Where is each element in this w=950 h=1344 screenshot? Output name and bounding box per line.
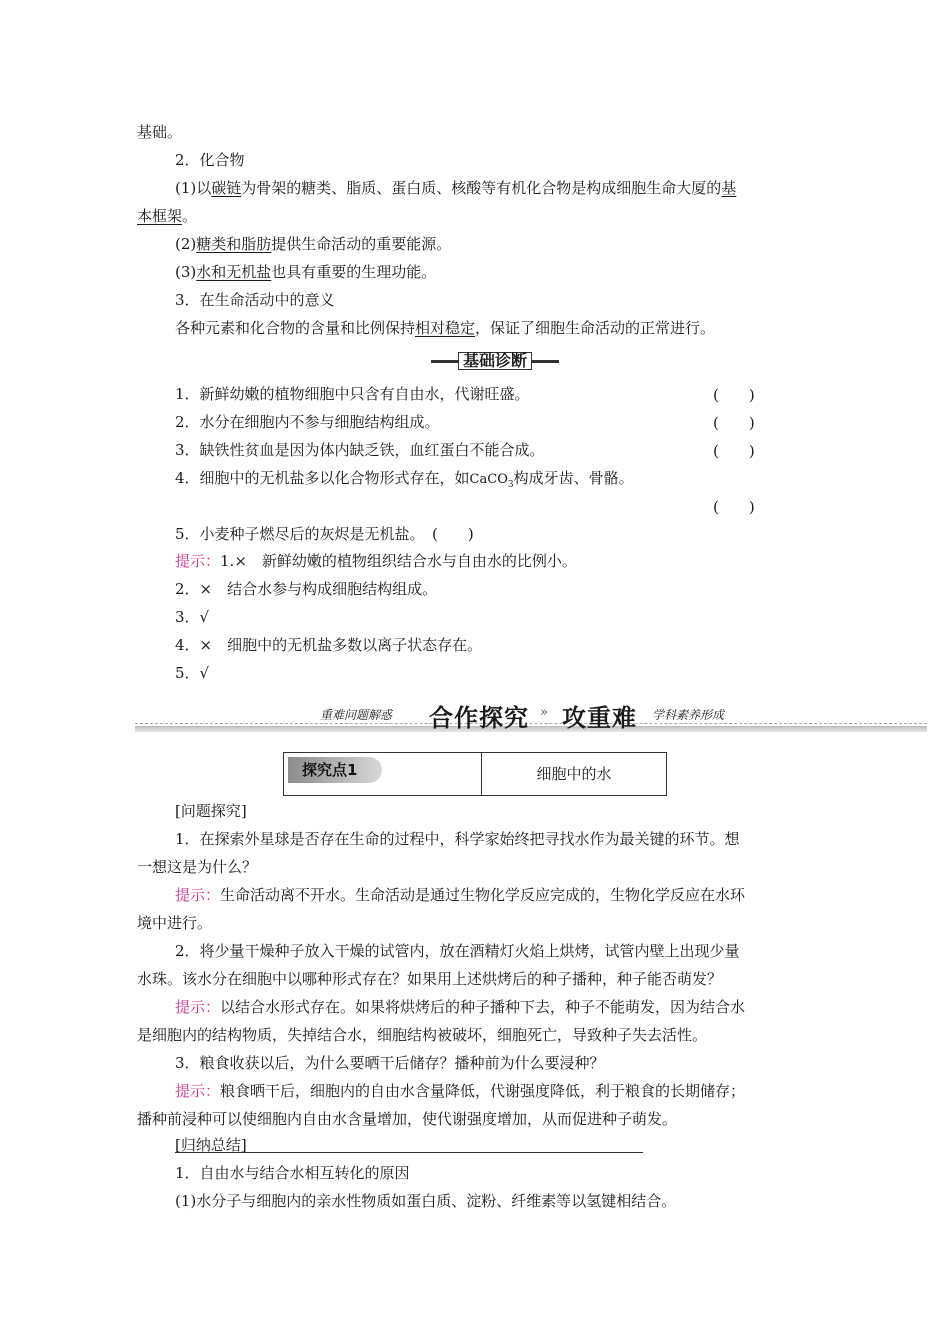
answer-line <box>175 635 482 655</box>
hint-text: 播种前浸种可以使细胞内自由水含量增加，使代谢强度增加，从而促进种子萌发。 <box>137 1110 678 1128</box>
banner-arrow-icon: » <box>540 705 548 720</box>
hint-line <box>175 997 745 1017</box>
heading-text: [归纳总结] <box>175 1136 247 1154</box>
answer-line <box>175 663 209 683</box>
section-title: 基础诊断 <box>458 352 532 370</box>
line-text: (2) <box>175 235 197 253</box>
answer-parentheses: ( ) <box>713 442 755 460</box>
question-line <box>137 969 722 989</box>
question-line <box>175 941 740 961</box>
hint-label: 提示： <box>175 1082 221 1100</box>
quiz-text: 1．新鲜幼嫩的植物细胞中只含有自由水，代谢旺盛。 <box>175 385 530 403</box>
text-line <box>175 290 335 310</box>
quiz-item <box>175 384 530 404</box>
underlined-term: 糖类和脂肪 <box>196 235 272 253</box>
hint-text: 粮食晒干后，细胞内的自由水含量降低，代谢强度降低，利于粮食的长期储存； <box>220 1082 746 1100</box>
hint-label: 提示： <box>175 998 221 1016</box>
line-text: 。 <box>182 207 198 225</box>
question-text: 水珠。该水分在细胞中以哪种形式存在？如果用上述烘烤后的种子播种，种子能否萌发？ <box>137 970 723 988</box>
summary-text: (1)水分子与细胞内的亲水性物质如蛋白质、淀粉、纤维素等以氢键相结合。 <box>175 1192 677 1210</box>
banner-right-label: 学科素养形成 <box>652 708 725 722</box>
hint-text: 生命活动离不开水。生命活动是通过生物化学反应完成的，生物化学反应在水环 <box>220 886 746 904</box>
banner-main-title: 合作探究 <box>429 704 529 732</box>
answer-text: 2．× 结合水参与构成细胞结构组成。 <box>175 580 438 598</box>
answer-parentheses: ( ) <box>713 498 755 516</box>
banner-main-title-2: 攻重难 <box>562 704 637 732</box>
hint-label: 提示： <box>175 552 221 570</box>
answer-line <box>175 579 437 599</box>
line-text: (1)以 <box>175 179 212 197</box>
answer-parentheses: ( ) <box>713 386 755 404</box>
quiz-item <box>175 440 545 460</box>
hint-line <box>137 913 212 933</box>
underlined-term: 基 <box>721 179 737 197</box>
question-line <box>175 1053 605 1073</box>
hint-text: 境中进行。 <box>137 914 213 932</box>
quiz-item <box>175 468 634 495</box>
question-text: 2．将少量干燥种子放入干燥的试管内，放在酒精灯火焰上烘烤，试管内壁上出现少量 <box>175 942 740 960</box>
line-text: 也具有重要的生理功能。 <box>271 263 437 281</box>
line-text: ，保证了细胞生命活动的正常进行。 <box>475 319 716 337</box>
section-heading-diagnosis <box>431 352 559 370</box>
heading-text: [问题探究] <box>175 802 247 820</box>
quiz-text: 构成牙齿、骨骼。 <box>513 469 634 487</box>
question-text: 一想这是为什么？ <box>137 858 258 876</box>
answer-text: 5．√ <box>175 664 210 682</box>
line-text: 基础。 <box>137 123 183 141</box>
question-text: 3．粮食收获以后，为什么要晒干后储存？播种前为什么要浸种？ <box>175 1054 605 1072</box>
text-line <box>137 206 197 226</box>
question-line <box>175 829 740 849</box>
quiz-text: 3．缺铁性贫血是因为体内缺乏铁，血红蛋白不能合成。 <box>175 441 545 459</box>
formula-subscript: 3 <box>507 480 514 490</box>
explore-point-tag: 探究点1 <box>288 757 382 783</box>
explore-point-title: 细胞中的水 <box>536 765 612 783</box>
answer-line <box>175 607 209 627</box>
section-banner <box>135 702 927 732</box>
hint-label: 提示： <box>175 886 221 904</box>
summary-line <box>175 1191 676 1211</box>
quiz-text: 2．水分在细胞内不参与细胞结构组成。 <box>175 413 440 431</box>
text-line <box>175 234 451 254</box>
explore-point-box <box>283 752 667 796</box>
text-line <box>175 178 736 198</box>
banner-dash <box>135 723 927 724</box>
question-text: 1．在探索外星球是否存在生命的过程中，科学家始终把寻找水作为最关键的环节。想 <box>175 830 740 848</box>
quiz-item <box>175 524 474 544</box>
hint-line <box>175 1081 745 1101</box>
banner-left-label: 重难问题解惑 <box>320 708 393 722</box>
question-line <box>137 857 257 877</box>
summary-line <box>175 1163 410 1183</box>
line-text: 各种元素和化合物的含量和比例保持 <box>175 319 416 337</box>
formula: CaCO <box>469 472 508 487</box>
answer-text: 1.× 新鲜幼嫩的植物组织结合水与自由水的比例小。 <box>220 552 577 570</box>
text-line <box>175 150 245 170</box>
banner-stripe <box>135 726 927 732</box>
answer-parentheses: ( ) <box>713 414 755 432</box>
hint-line <box>137 1109 677 1129</box>
answer-line <box>175 551 577 571</box>
line-text: 为骨架的糖类、脂质、蛋白质、核酸等有机化合物是构成细胞生命大厦的 <box>241 179 722 197</box>
line-text: 2．化合物 <box>175 151 245 169</box>
line-text: 3．在生命活动中的意义 <box>175 291 335 309</box>
hint-line <box>137 1025 707 1045</box>
answer-text: 4．× 细胞中的无机盐多数以离子状态存在。 <box>175 636 483 654</box>
line-text: 提供生命活动的重要能源。 <box>271 235 452 253</box>
quiz-item <box>175 412 440 432</box>
text-line <box>175 318 715 338</box>
quiz-text: 4．细胞中的无机盐多以化合物形式存在，如 <box>175 469 470 487</box>
quiz-text: 5．小麦种子燃尽后的灰烬是无机盐。 ( ) <box>175 525 474 543</box>
underlined-term: 碳链 <box>211 179 242 197</box>
summary-text: 1．自由水与结合水相互转化的原因 <box>175 1164 410 1182</box>
text-line <box>137 122 182 142</box>
summary-rule <box>175 1152 643 1153</box>
hint-line <box>175 885 745 905</box>
inquiry-heading <box>175 801 247 821</box>
underlined-term: 本框架 <box>137 207 183 225</box>
underlined-term: 水和无机盐 <box>196 263 272 281</box>
hint-text: 是细胞内的结构物质，失掉结合水，细胞结构被破坏，细胞死亡，导致种子失去活性。 <box>137 1026 708 1044</box>
line-text: (3) <box>175 263 197 281</box>
hint-text: 以结合水形式存在。如果将烘烤后的种子播种下去，种子不能萌发，因为结合水 <box>220 998 746 1016</box>
text-line <box>175 262 436 282</box>
answer-text: 3．√ <box>175 608 210 626</box>
underlined-term: 相对稳定 <box>415 319 476 337</box>
